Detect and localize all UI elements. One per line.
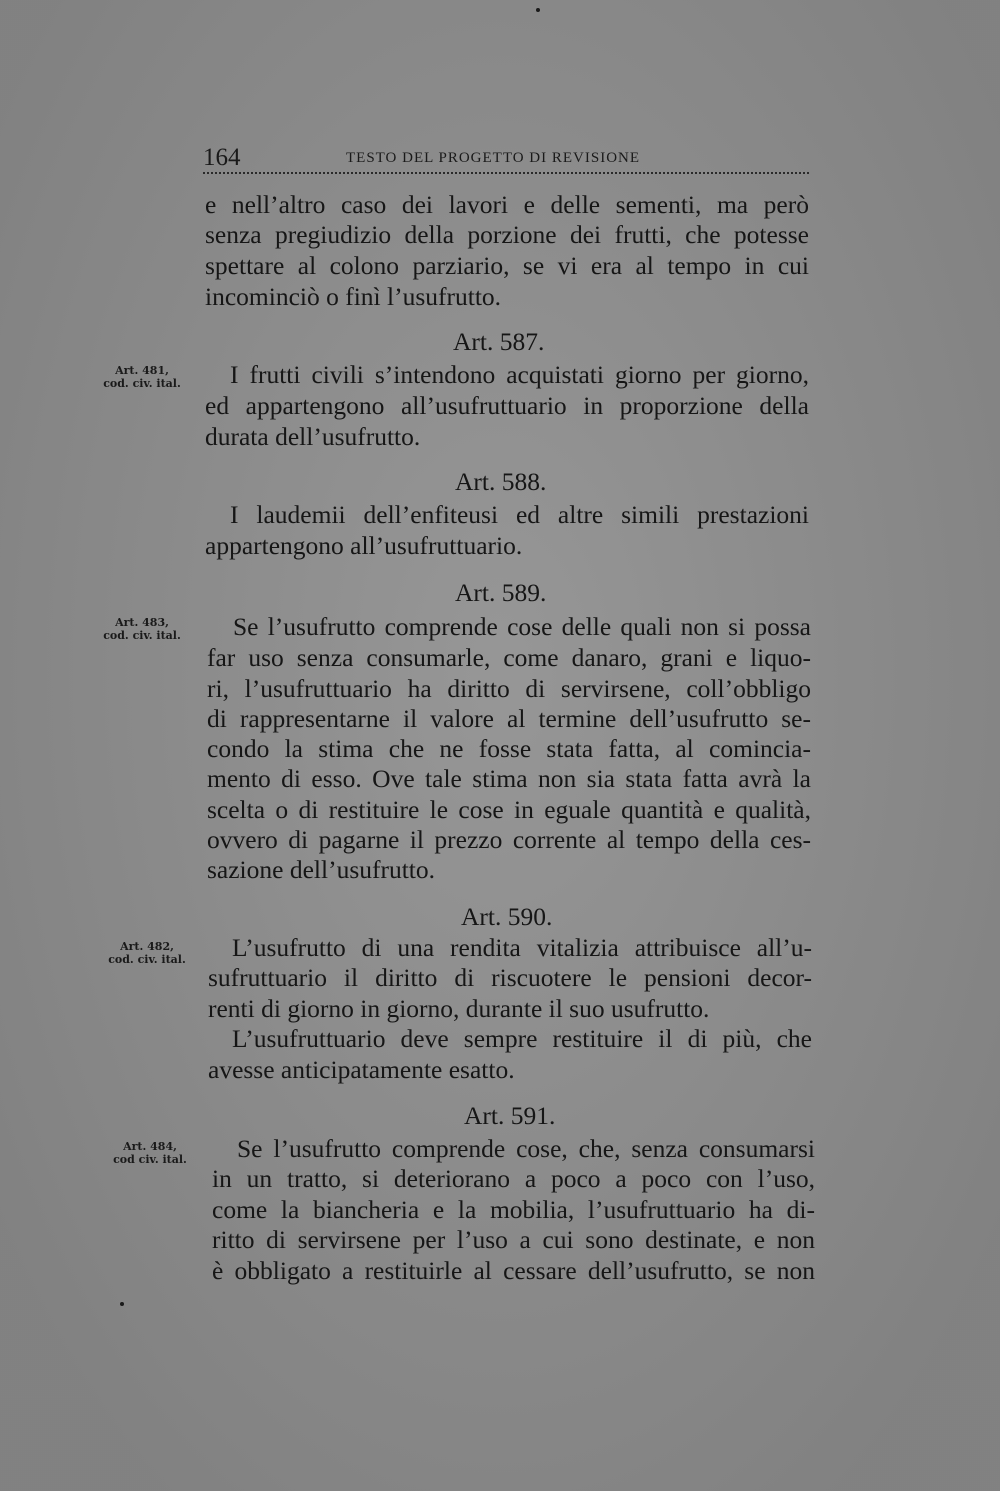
text-line: renti di giorno in giorno, durante il suo usufrutto. [208,994,710,1023]
text-line: durata dell’usufrutto. [205,422,421,451]
text-line: come la biancheria e la mobilia, l’usufruttuario ha di- [212,1195,815,1224]
text-line: ri, l’usufruttuario ha diritto di servirsene, coll’obbligo [207,674,811,703]
margin-note-line: Art. 484, [123,1140,177,1153]
text-line: sazione dell’usufrutto. [207,855,436,884]
text-line: I laudemii dell’enfiteusi ed altre simili prestazioni [230,500,809,529]
article-heading: Art. 591. [464,1101,556,1130]
text-line: far uso senza consumarle, come danaro, grani e liquo- [207,643,811,672]
margin-note-line: cod civ. ital. [113,1153,187,1166]
text-line: ritto di servirsene per l’uso a cui sono destinate, e non [212,1225,815,1254]
text-line: avesse anticipatamente esatto. [208,1055,515,1084]
ink-speck [536,8,540,12]
text-line: I frutti civili s’intendono acquistati giorno per giorno, [230,360,809,389]
margin-note-line: Art. 482, [120,940,174,953]
margin-note-line: Art. 481, [115,364,169,377]
text-line: ovvero di pagarne il prezzo corrente al tempo della ces- [207,825,811,854]
text-line: è obbligato a restituirle al cessare dell’usufrutto, se non [212,1256,815,1285]
margin-note-line: cod. civ. ital. [103,377,181,390]
text-line: condo la stima che ne fosse stata fatta, al comincia- [207,734,811,763]
text-line: ed appartengono all’usufruttuario in proporzione della [205,391,809,420]
text-line: e nell’altro caso dei lavori e delle sementi, ma però [205,190,809,219]
running-title: TESTO DEL PROGETTO DI REVISIONE [346,150,641,166]
margin-note [87,940,207,966]
text-line: di rappresentarne il valore al termine dell’usufrutto se- [207,704,811,733]
text-line: appartengono all’usufruttuario. [205,531,523,560]
text-line: scelta o di restituire le cose in eguale quantità e qualità, [207,795,811,824]
article-heading: Art. 589. [455,578,547,607]
text-line: incominciò o finì l’usufrutto. [205,282,502,311]
margin-note [82,616,202,642]
text-line: mento di esso. Ove tale stima non sia stata fatta avrà la [207,764,811,793]
margin-note-line: cod. civ. ital. [103,629,181,642]
article-heading: Art. 588. [455,467,547,496]
text-line: in un tratto, si deteriorano a poco a poco con l’uso, [212,1164,815,1193]
text-line: senza pregiudizio della porzione dei frutti, che potesse [205,220,809,249]
article-heading: Art. 587. [453,327,545,356]
margin-note [82,364,202,390]
running-head [203,140,809,174]
text-line: Se l’usufrutto comprende cose, che, senza consumarsi [237,1134,815,1163]
text-line: L’usufrutto di una rendita vitalizia attribuisce all’u- [232,933,812,962]
text-line: L’usufruttuario deve sempre restituire il di più, che [232,1024,812,1053]
margin-note-line: Art. 483, [115,616,169,629]
text-line: sufruttuario il diritto di riscuotere le pensioni decor- [208,963,812,992]
text-line: spettare al colono parziario, se vi era al tempo in cui [205,251,809,280]
margin-note-line: cod. civ. ital. [108,953,186,966]
margin-note [90,1140,210,1166]
article-heading: Art. 590. [461,902,553,931]
ink-speck [120,1302,124,1306]
page-number: 164 [203,144,241,171]
text-line: Se l’usufrutto comprende cose delle quali non si possa [233,612,811,641]
